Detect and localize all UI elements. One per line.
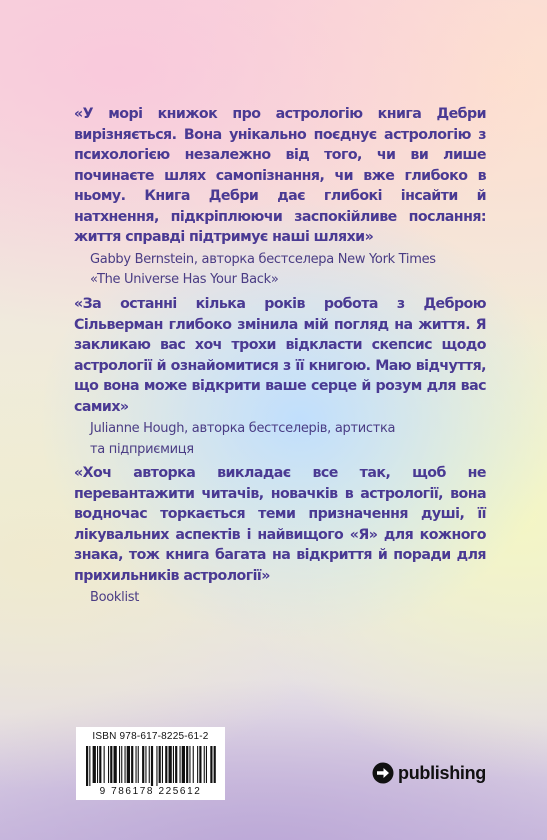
- barcode-bar: [145, 746, 146, 783]
- review-quote-3-text: «Хоч авторка викладає все так, щоб не перевантажити читачів, новачків в астрології, вона водночас торкається теми призначення душі, її лікувальних аспектів і найвищого «Я» для кожного знака, тож книга багата на відкриття й поради для прихильників астрології»: [74, 465, 486, 584]
- barcode-bar: [214, 746, 216, 783]
- review-quote-2: [74, 294, 486, 460]
- barcode-bar: [165, 746, 167, 783]
- review-quote-3-author-line-1: Booklist: [90, 590, 140, 605]
- barcode-bar: [173, 746, 174, 783]
- barcode-bar: [180, 746, 181, 783]
- review-quote-1-author: [90, 250, 486, 291]
- barcode-bar: [121, 746, 122, 783]
- barcode-bar: [125, 746, 126, 783]
- barcode-digits: 9 786178 225612: [99, 786, 202, 797]
- barcode-bar: [93, 746, 96, 783]
- barcode-bar: [99, 746, 101, 783]
- barcode-bar: [131, 746, 133, 783]
- arrow-circle-logo-icon: [372, 762, 394, 784]
- barcode-bar: [186, 746, 188, 783]
- barcode-bar: [156, 746, 157, 786]
- barcode-bar: [162, 746, 163, 783]
- barcode-bar: [175, 746, 177, 783]
- barcode-bar: [206, 746, 207, 783]
- review-quote-3: [74, 463, 486, 609]
- barcode-bar: [142, 746, 144, 783]
- barcode-bar: [89, 746, 90, 786]
- barcode-bar: [204, 746, 205, 783]
- review-quote-2-author: [90, 419, 486, 460]
- barcode-bar: [159, 746, 161, 783]
- review-quote-1-text: «У морі книжок про астрологію книга Дебри вирізняється. Вона унікально поєднує астрологію з психологією незалежно від того, чи ви лише починаєте шлях самопізнання, чи вже глибоко в ньому. Книга Дебри дає глибокі інсайти й натхнення, підкріплюючи заспокійливе послання: життя справді підтримує наші шляхи»: [74, 106, 486, 245]
- barcode-bar: [104, 746, 105, 783]
- barcode-bar: [197, 746, 198, 783]
- review-quote-3-author: [90, 588, 486, 609]
- barcode-bar: [189, 746, 190, 783]
- barcode-bar: [114, 746, 117, 783]
- barcode-bar: [193, 746, 194, 783]
- barcode-bar: [108, 746, 109, 783]
- barcode-bar: [182, 746, 185, 783]
- publisher-name: publishing: [398, 762, 486, 783]
- review-quote-2-author-line-1: Julianne Hough, авторка бестселерів, артистка: [90, 421, 396, 436]
- review-quote-2-text: «За останні кілька років робота з Деброю Сільверман глибоко змінила мій погляд на життя. Я закликаю вас хоч трохи відкласти скепсис щодо астрології й ознайомитися з її книгою. Маю відчуття, що вона може відкрити ваше серце й розум для вас самих»: [74, 296, 486, 415]
- review-quote-2-author-line-2: та підприємиця: [90, 441, 194, 457]
- barcode-bar: [119, 746, 120, 783]
- barcode-bar: [110, 746, 112, 783]
- barcode-bar: [136, 746, 137, 783]
- isbn-number: ISBN 978-617-8225-61-2: [92, 731, 209, 742]
- review-quote-1: [74, 104, 486, 291]
- review-quote-1-author-line-1: Gabby Bernstein, авторка бестселера New York Times: [90, 251, 436, 267]
- barcode-bars: [76, 746, 225, 786]
- barcode-bar: [149, 746, 150, 783]
- barcode-bar: [138, 746, 139, 783]
- review-quote-1-author-line-2: «The Universe Has Your Back»: [90, 272, 279, 287]
- barcode-bar: [169, 746, 172, 783]
- barcode-bar: [199, 746, 201, 783]
- barcode-bar: [86, 746, 88, 786]
- publisher-logo: [372, 762, 486, 784]
- barcode-bar: [127, 746, 130, 783]
- barcode-bar: [210, 746, 212, 783]
- barcode-bar: [97, 746, 98, 783]
- isbn-barcode: [76, 727, 225, 800]
- barcode-bar: [151, 746, 153, 786]
